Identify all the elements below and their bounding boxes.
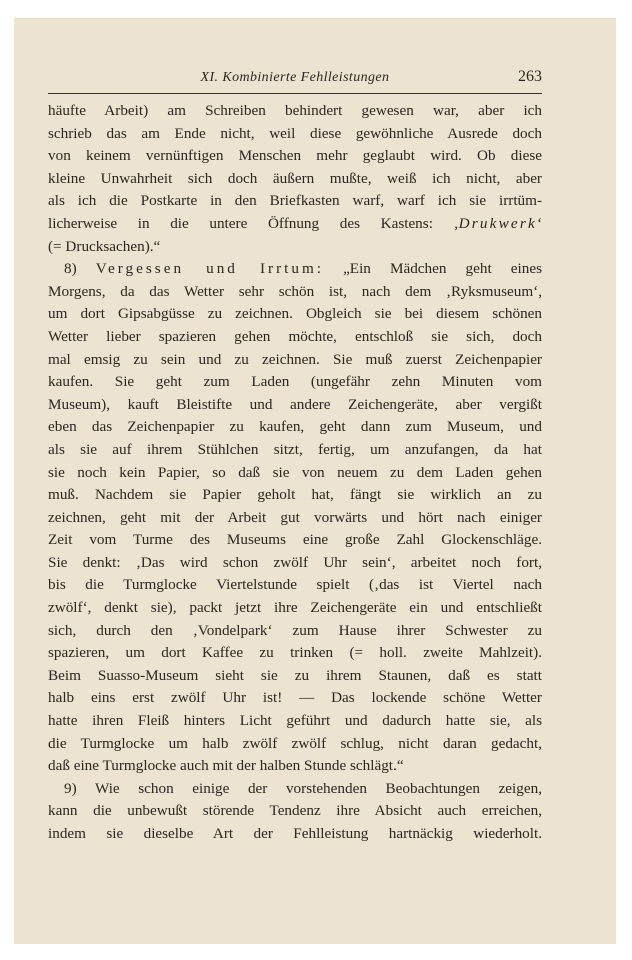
text-line: Beim Suasso-Museum sieht sie zu ihrem Staunen, daß es statt (48, 666, 542, 684)
header-rule (48, 93, 542, 94)
text-line: kleine Unwahrheit sich doch äußern mußte, weiß ich nicht, aber (48, 169, 542, 187)
text-fragment: licherweise in die untere Öffnung des Kastens: ‚ (48, 214, 459, 232)
text-line: Sie denkt: ‚Das wird schon zwölf Uhr sein‘, arbeitet noch fort, (48, 553, 542, 571)
text-line: halb eins erst zwölf Uhr ist! — Das lockende schöne Wetter (48, 689, 542, 707)
text-fragment: „Ein Mädchen geht eines (343, 260, 542, 278)
text-line: muß. Nachdem sie Papier geholt hat, fängt sie wirklich an zu (48, 486, 542, 504)
text-line (48, 213, 542, 236)
text-line: bis die Turmglocke Viertelstunde spielt (‚das ist Viertel nach (48, 576, 542, 594)
text-line: Morgens, da das Wetter sehr schön ist, nach dem ‚Ryksmuseum‘, (48, 282, 542, 300)
section-lead: Vergessen und Irrtum: (95, 260, 324, 278)
text-line: daß eine Turmglocke auch mit der halben Stunde schlägt.“ (48, 757, 404, 775)
text-line: schrieb das am Ende nicht, weil diese gewöhnliche Ausrede doch (48, 124, 542, 142)
text-line: spazieren, um dort Kaffee zu trinken (= holl. zweite Mahlzeit). (48, 644, 542, 662)
text-line: sich, durch den ‚Vondelpark‘ zum Hause ihrer Schwester zu (48, 621, 542, 639)
paragraph-continued (48, 100, 542, 258)
emphasized-word: Drukwerk (458, 214, 537, 232)
text-line: kaufen. Sie geht zum Laden (ungefähr zehn Minuten vom (48, 373, 542, 391)
text-line: Wetter lieber spazieren gehen möchte, entschloß sie sich, doch (48, 327, 542, 345)
page-number: 263 (518, 68, 542, 85)
text-line: indem sie dieselbe Art der Fehlleistung hartnäckig wiederholt. (48, 825, 542, 842)
paragraph-9 (48, 778, 542, 846)
text-line: zeichnen, geht mit der Arbeit gut vorwärts und hört nach einiger (48, 508, 542, 526)
page-header (48, 68, 542, 90)
text-line: als ich die Postkarte in den Briefkasten warf, warf ich sie irrtüm- (48, 192, 542, 210)
text-line: hatte ihren Fleiß hinters Licht geführt und dadurch hatte sie, als (48, 712, 542, 730)
text-line: zwölf‘, denkt sie), packt jetzt ihre Zeichengeräte ein und entschließt (48, 599, 542, 617)
text-line: 9) Wie schon einige der vorstehenden Beobachtungen zeigen, (64, 779, 542, 797)
text-line: die Turmglocke um halb zwölf zwölf schlug, nicht daran gedacht, (48, 734, 542, 752)
text-line (48, 258, 542, 281)
text-line: als sie auf ihrem Stühlchen sitzt, fertig, um anzufangen, da hat (48, 440, 542, 458)
text-fragment: ‘ (536, 214, 542, 232)
running-title: XI. Kombinierte Fehlleistungen (200, 70, 390, 85)
text-line: sie noch kein Papier, so daß sie von neuem zu dem Laden gehen (48, 463, 542, 481)
text-line: kann die unbewußt störende Tendenz ihre Absicht auch erreichen, (48, 802, 542, 820)
page-body (48, 100, 542, 846)
text-line: Museum), kauft Bleistifte und andere Zeichengeräte, aber vergißt (48, 395, 542, 413)
text-line: häufte Arbeit) am Schreiben behindert gewesen war, aber ich (48, 102, 542, 119)
text-line: Zeit vom Turme des Museums eine große Zahl Glockenschläge. (48, 531, 542, 549)
item-number: 8) (64, 260, 77, 278)
text-line: (= Drucksachen).“ (48, 237, 161, 255)
text-line: eben das Zeichenpapier zu kaufen, geht dann zum Museum, und (48, 418, 542, 436)
text-line: mal emsig zu sein und zu zeichnen. Sie muß zuerst Zeichenpapier (48, 350, 542, 368)
text-line: um dort Gipsabgüsse zu zeichnen. Obgleich sie bei diesem schönen (48, 305, 542, 323)
text-line: von keinem vernünftigen Menschen mehr geglaubt wird. Ob diese (48, 147, 542, 165)
paragraph-8 (48, 258, 542, 778)
